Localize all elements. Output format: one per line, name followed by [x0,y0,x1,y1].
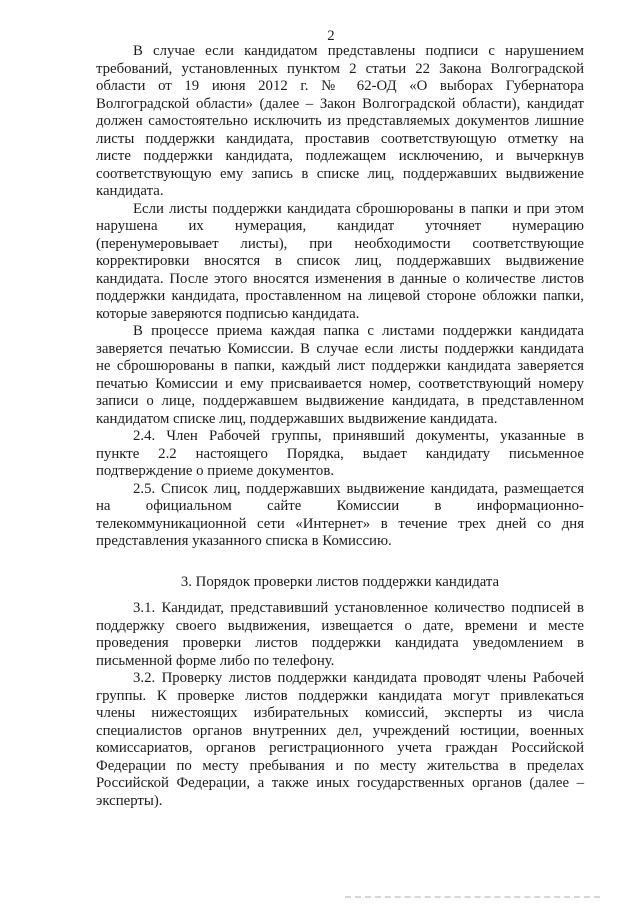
text-line: 2.5. Список лиц, поддержавших выдвижение кандидата, размещается [133,480,584,497]
text-line: поддержки кандидата, проставленном на лицевой стороне обложки папки, [96,288,584,304]
text-line: кандидата. После этого вносятся изменения в данные о количестве листов [96,270,584,287]
section-heading: 3. Порядок проверки листов поддержки кандидата [180,573,500,590]
text-line: Волгоградской области» (далее – Закон Волгоградской области), кандидат [96,95,584,112]
text-line: на официальном сайте Комиссии в информационно- [96,498,584,514]
text-line: нарушена их нумерация, кандидат уточняет нумерацию [96,218,584,234]
text-line: печатью Комиссии и ему присваивается номер, соответствующий номеру [96,375,584,392]
text-line: требований, установленных пунктом 2 статьи 22 Закона Волгоградской [96,60,584,77]
text-line: (перенумеровывает листы), при необходимости соответствующие [96,235,584,252]
text-line: кандидата. [96,183,164,199]
text-line: специалистов органов внутренних дел, учреждений юстиции, военных [96,722,584,739]
text-line: листы поддержки кандидата, проставив соответствующую отметку на [96,130,584,147]
paragraph [96,201,584,324]
text-line: пункте 2.2 настоящего Порядка, выдает кандидату письменное [96,445,584,462]
text-line: кандидатом списке лиц, поддержавших выдвижение кандидата. [96,410,498,427]
text-line: Российской Федерации, а также иных государственных органов (далее – [96,775,584,791]
paragraph [96,43,584,201]
text-line: должен самостоятельно исключить из представляемых документов лишние [96,113,584,129]
text-line: записи о лице, поддержавшем выдвижение кандидата, в представленном [96,393,584,409]
text-line: телекоммуникационной сети «Интернет» в течение трех дней со дня [96,515,584,532]
text-line: Федерации по месту пребывания и по месту жительства в пределах [96,757,584,774]
text-line: области от 19 июня 2012 г. № 62-ОД «О выборах Губернатора [96,78,584,94]
paragraph [96,428,584,481]
text-line: 2.4. Член Рабочей группы, принявший документы, указанные в [133,428,584,444]
text-line: 3.1. Кандидат, представивший установленное количество подписей в [133,600,584,616]
text-line: подтверждение о приеме документов. [96,463,335,479]
text-line: комиссариатов, органов регистрационного учета граждан Российской [96,740,584,756]
text-line: соответствующую ему запись в списке лиц, поддержавших выдвижение [96,165,584,182]
text-line: поддержку своего выдвижения, извещается о дате, времени и месте [96,617,584,634]
text-line: В случае если кандидатом представлены подписи с нарушением [133,43,584,59]
scan-artifact [345,896,600,898]
document-body [96,43,584,810]
text-line: листе поддержки кандидата, подлежащем исключению, и вычеркнув [96,148,584,164]
paragraph [96,323,584,428]
text-line: группы. К проверке листов поддержки кандидата могут привлекаться [96,687,584,704]
text-line: которые заверяются подписью кандидата. [96,305,360,322]
text-line: проведения проверки листов поддержки кандидата уведомлением в [96,635,584,651]
text-line: В процессе приема каждая папка с листами поддержки кандидата [133,323,584,339]
text-line: члены нижестоящих избирательных комиссий, эксперты из числа [96,705,584,721]
text-line: письменной форме либо по телефону. [96,652,335,669]
paragraph [96,670,584,810]
text-line: заверяется печатью Комиссии. В случае если листы поддержки кандидата [96,340,584,357]
paragraph [96,481,584,551]
text-line: не сброшюрованы в папки, каждый лист поддержки кандидата заверяется [96,358,584,374]
text-line: представления указанного списка в Комиссию. [96,533,392,549]
text-line: Если листы поддержки кандидата сброшюрованы в папки и при этом [133,200,584,217]
text-line: корректировки вносятся в список лиц, поддержавших выдвижение [96,253,584,269]
page-number: 2 [327,28,335,44]
paragraph [96,600,584,670]
text-line: эксперты). [96,792,163,809]
text-line: 3.2. Проверку листов поддержки кандидата проводят члены Рабочей [133,670,584,686]
